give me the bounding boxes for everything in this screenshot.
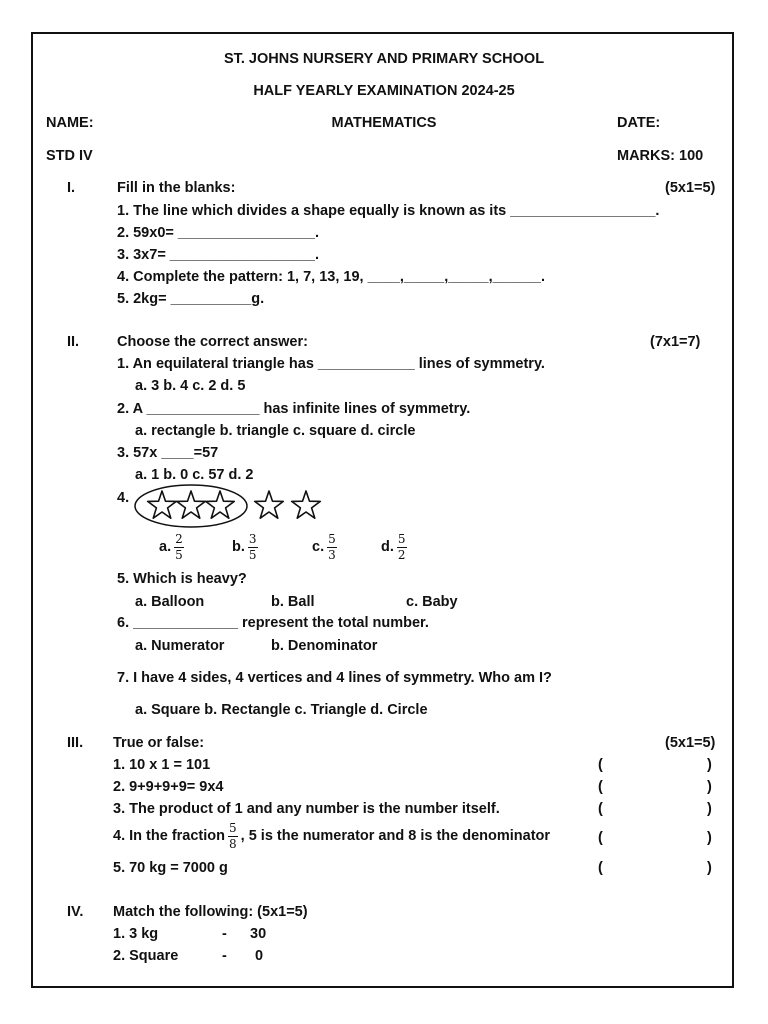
s2-q5-option-c: c. Baby <box>406 594 458 610</box>
numerator: 5 <box>397 532 406 546</box>
date-label: DATE: <box>617 115 661 131</box>
numerator: 3 <box>248 532 257 546</box>
answer-bracket-close: ) <box>707 801 712 817</box>
option-label: d. <box>381 538 394 555</box>
exam-title: HALF YEARLY EXAMINATION 2024-25 <box>253 83 515 99</box>
denominator: 3 <box>328 547 336 562</box>
s1-question-1: 1. The line which divides a shape equally is known as its __________________. <box>117 203 660 219</box>
s3-statement-4 <box>113 822 550 850</box>
match-left-2: 2. Square <box>113 948 179 964</box>
fraction <box>397 533 407 561</box>
section-1-number: I. <box>67 180 76 196</box>
fraction-option-c <box>312 533 337 561</box>
fraction <box>228 822 238 850</box>
answer-bracket-open: ( <box>598 830 603 846</box>
section-3-number: III. <box>67 735 84 751</box>
s2-question-7: 7. I have 4 sides, 4 vertices and 4 lines of symmetry. Who am I? <box>117 670 552 686</box>
match-right-2: 0 <box>255 948 264 964</box>
star-icon <box>292 491 321 518</box>
s1-question-4: 4. Complete the pattern: 1, 7, 13, 19, ____,_____,_____,______. <box>117 269 546 285</box>
s2-question-5: 5. Which is heavy? <box>117 571 247 587</box>
s2-question-4: 4. <box>117 490 130 506</box>
fraction-option-a <box>159 533 184 561</box>
star-icon <box>206 491 235 518</box>
statement-text: , 5 is the numerator and 8 is the denominator <box>240 827 551 844</box>
name-label: NAME: <box>46 115 94 131</box>
star-icon <box>148 491 177 518</box>
fraction <box>174 533 184 561</box>
section-1-marks: (5x1=5) <box>665 180 716 196</box>
s2-question-6: 6. _____________ represent the total number. <box>117 615 429 631</box>
school-name: ST. JOHNS NURSERY AND PRIMARY SCHOOL <box>223 51 545 67</box>
s1-question-2: 2. 59x0= _________________. <box>117 225 319 241</box>
fraction-option-d <box>381 533 407 561</box>
denominator: 5 <box>175 547 183 562</box>
statement-text: 4. In the fraction <box>113 827 225 844</box>
section-2-title: Choose the correct answer: <box>117 334 308 350</box>
section-4-title: Match the following: (5x1=5) <box>113 904 308 920</box>
answer-bracket-open: ( <box>598 860 603 876</box>
s3-statement-3: 3. The product of 1 and any number is the number itself. <box>113 801 500 817</box>
section-4-number: IV. <box>67 904 84 920</box>
s2-question-7-options: a. Square b. Rectangle c. Triangle d. Circle <box>135 702 428 718</box>
denominator: 2 <box>397 547 406 562</box>
answer-bracket-close: ) <box>707 860 712 876</box>
s2-question-1-options: a. 3 b. 4 c. 2 d. 5 <box>135 378 246 394</box>
denominator: 5 <box>248 547 257 562</box>
section-2-number: II. <box>67 334 80 350</box>
fraction <box>248 533 258 561</box>
fraction-option-b <box>232 533 258 561</box>
section-3-title: True or false: <box>113 735 205 751</box>
match-dash-1: - <box>222 926 227 942</box>
section-1-title: Fill in the blanks: <box>117 180 236 196</box>
numerator: 5 <box>229 821 237 835</box>
subject-title: MATHEMATICS <box>331 115 437 131</box>
numerator: 5 <box>328 532 336 546</box>
match-left-1: 1. 3 kg <box>113 926 159 942</box>
star-icon <box>177 491 206 518</box>
s2-q5-option-a: a. Balloon <box>135 594 205 610</box>
answer-bracket-open: ( <box>598 801 603 817</box>
answer-bracket-open: ( <box>598 757 603 773</box>
match-right-1: 30 <box>250 926 267 942</box>
section-3-marks: (5x1=5) <box>665 735 716 751</box>
s2-q5-option-b: b. Ball <box>271 594 315 610</box>
answer-bracket-close: ) <box>707 830 712 846</box>
s2-question-2: 2. A ______________ has infinite lines of symmetry. <box>117 401 471 417</box>
s2-q6-option-b: b. Denominator <box>271 638 378 654</box>
match-dash-2: - <box>222 948 227 964</box>
fraction <box>327 533 337 561</box>
s3-statement-5: 5. 70 kg = 7000 g <box>113 860 228 876</box>
s3-statement-2: 2. 9+9+9+9= 9x4 <box>113 779 224 795</box>
option-label: b. <box>232 538 245 555</box>
option-label: c. <box>312 538 325 555</box>
s1-question-5: 5. 2kg= __________g. <box>117 291 265 307</box>
s2-question-2-options: a. rectangle b. triangle c. square d. circle <box>135 423 416 439</box>
marks-label: MARKS: 100 <box>617 148 704 164</box>
s2-question-3: 3. 57x ____=57 <box>117 445 219 461</box>
numerator: 2 <box>175 532 183 546</box>
answer-bracket-open: ( <box>598 779 603 795</box>
s3-statement-1: 1. 10 x 1 = 101 <box>113 757 211 773</box>
star-fraction-figure <box>134 482 334 530</box>
answer-bracket-close: ) <box>707 757 712 773</box>
option-label: a. <box>159 538 172 555</box>
s2-question-1: 1. An equilateral triangle has ____________ lines of symmetry. <box>117 356 545 372</box>
star-icon <box>255 491 284 518</box>
s2-question-3-options: a. 1 b. 0 c. 57 d. 2 <box>135 467 254 483</box>
standard-label: STD IV <box>46 148 93 164</box>
s2-q6-option-a: a. Numerator <box>135 638 225 654</box>
s1-question-3: 3. 3x7= __________________. <box>117 247 319 263</box>
section-2-marks: (7x1=7) <box>650 334 701 350</box>
denominator: 8 <box>229 836 237 851</box>
answer-bracket-close: ) <box>707 779 712 795</box>
